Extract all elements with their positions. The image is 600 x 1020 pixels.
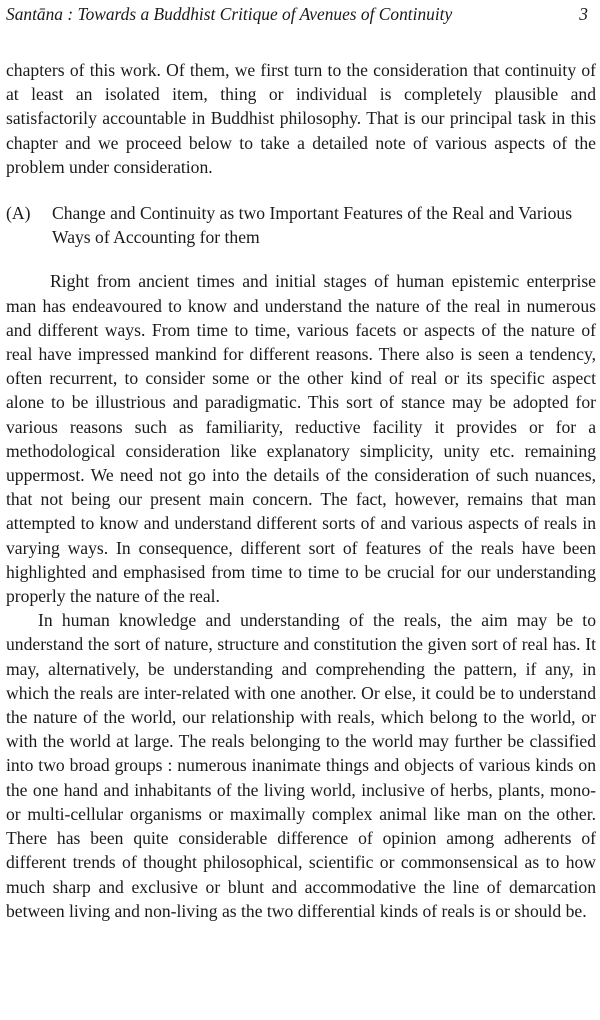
section-title: Change and Continuity as two Important Features of the Real and Various Ways of Accounting for them [52, 203, 573, 248]
section-label: (A) [6, 203, 31, 224]
running-title: Santāna : Towards a Buddhist Critique of Avenues of Continuity [6, 4, 453, 24]
body-paragraph-1: Right from ancient times and initial stages of human epistemic enterprise man has endeavoured to know and understand the nature of the real in numerous and different ways. From time to time, various facets or aspects of the nature of real have impressed mankind for different reasons. There also is seen a tendency, often recurrent, to consider some or the other kind of real or its specific aspect alone to be illustrious and paradigmatic. This sort of stance may be adopted for various reasons such as familiarity, reductive facility it provides or for a methodological consideration like explanatory simplicity, unity etc. remaining uppermost. We need not go into the details of the consideration of such nuances, that not being our present main concern. The fact, however, remains that man attempted to know and understand different sorts of and various aspects of reals in varying ways. In consequence, different sort of features of the reals have been highlighted and emphasised from time to time to be crucial for our understanding properly the nature of the real. [6, 271, 596, 607]
running-head [6, 4, 592, 28]
page-number: 3 [579, 4, 588, 24]
intro-paragraph: chapters of this work. Of them, we first turn to the consideration that continuity of at least an isolated item, thing or individual is completely plausible and satisfactorily accountable in Buddhist philosophy. That is our principal task in this chapter and we proceed below to take a detailed note of various aspects of the problem under consideration. [6, 60, 596, 177]
body-paragraph-2: In human knowledge and understanding of the reals, the aim may be to understand the sort of nature, structure and constitution the given sort of real has. It may, alternatively, be understanding and comprehending the pattern, if any, in which the reals are inter-related with one another. Or else, it could be to understand the nature of the world, our relationship with reals, which belong to the world, or with the world at large. The reals belonging to the world may further be classified into two broad groups : numerous inanimate things and objects of various kinds on the one hand and inhabitants of the living world, inclusive of herbs, plants, mono-or multi-cellular organisms or maximally complex animal like man on the other. There has been quite considerable difference of opinion among adherents of different trends of thought philosophical, scientific or commonsensical as to how much sharp and exclusive or blunt and accommodative the line of demarcation between living and non-living as the two differential kinds of reals is or should be. [6, 610, 596, 921]
section-heading [6, 201, 596, 249]
page-body [6, 58, 596, 923]
